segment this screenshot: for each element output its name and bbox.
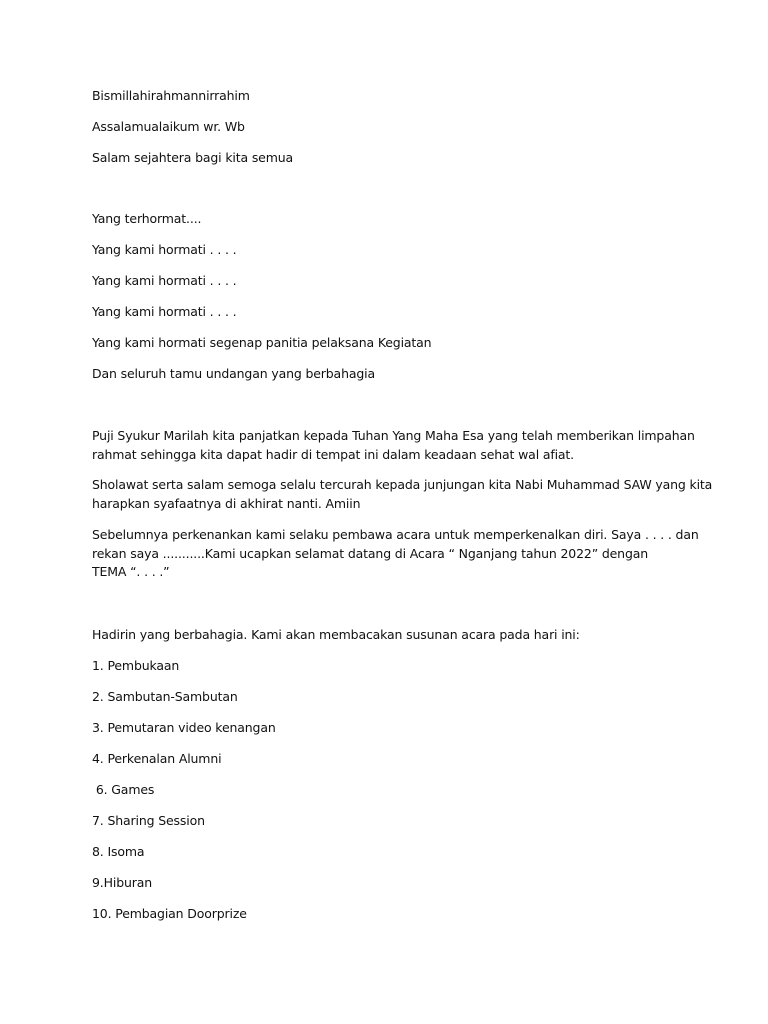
agenda-item: 3. Pemutaran video kenangan [92,720,276,735]
paragraph-sholawat [92,476,713,513]
agenda-item: 9.Hiburan [92,875,153,890]
agenda-heading: Hadirin yang berbahagia. Kami akan membacakan susunan acara pada hari ini: [92,627,580,642]
opening-line-bismillah: Bismillahirahmannirrahim [92,88,250,103]
paragraph-perkenalan [92,526,699,582]
greeting-line-panitia: Yang kami hormati segenap panitia pelaksana Kegiatan [92,335,432,350]
agenda-item: 7. Sharing Session [92,813,205,828]
paragraph-line: rahmat sehingga kita dapat hadir di tempat ini dalam keadaan sehat wal afiat. [92,446,575,462]
greeting-line-hormati-3: Yang kami hormati . . . . [92,304,237,319]
paragraph-puji-syukur [92,427,695,464]
agenda-item: 2. Sambutan-Sambutan [92,689,238,704]
paragraph-line: harapkan syafaatnya di akhirat nanti. Amiin [92,495,361,511]
greeting-line-tamu: Dan seluruh tamu undangan yang berbahagia [92,366,375,381]
agenda-item: 1. Pembukaan [92,658,180,673]
paragraph-line: Puji Syukur Marilah kita panjatkan kepada Tuhan Yang Maha Esa yang telah memberikan limpahan [92,428,695,443]
paragraph-line: Sholawat serta salam semoga selalu tercurah kepada junjungan kita Nabi Muhammad SAW yang kita [92,477,713,492]
agenda-item: 10. Pembagian Doorprize [92,906,247,921]
opening-line-salam: Assalamualaikum wr. Wb [92,119,245,134]
greeting-line-hormati-1: Yang kami hormati . . . . [92,242,237,257]
paragraph-line: rekan saya ...........Kami ucapkan selamat datang di Acara “ Nganjang tahun 2022” dengan [92,545,649,561]
agenda-item: 8. Isoma [92,844,145,859]
paragraph-line: TEMA “. . . .” [92,564,170,579]
greeting-line-hormati-2: Yang kami hormati . . . . [92,273,237,288]
greeting-line-terhormat: Yang terhormat.... [92,211,202,226]
paragraph-line: Sebelumnya perkenankan kami selaku pembawa acara untuk memperkenalkan diri. Saya . . . . dan [92,527,699,542]
opening-line-salam-sejahtera: Salam sejahtera bagi kita semua [92,150,294,165]
agenda-item: 6. Games [92,782,155,797]
agenda-item: 4. Perkenalan Alumni [92,751,222,766]
